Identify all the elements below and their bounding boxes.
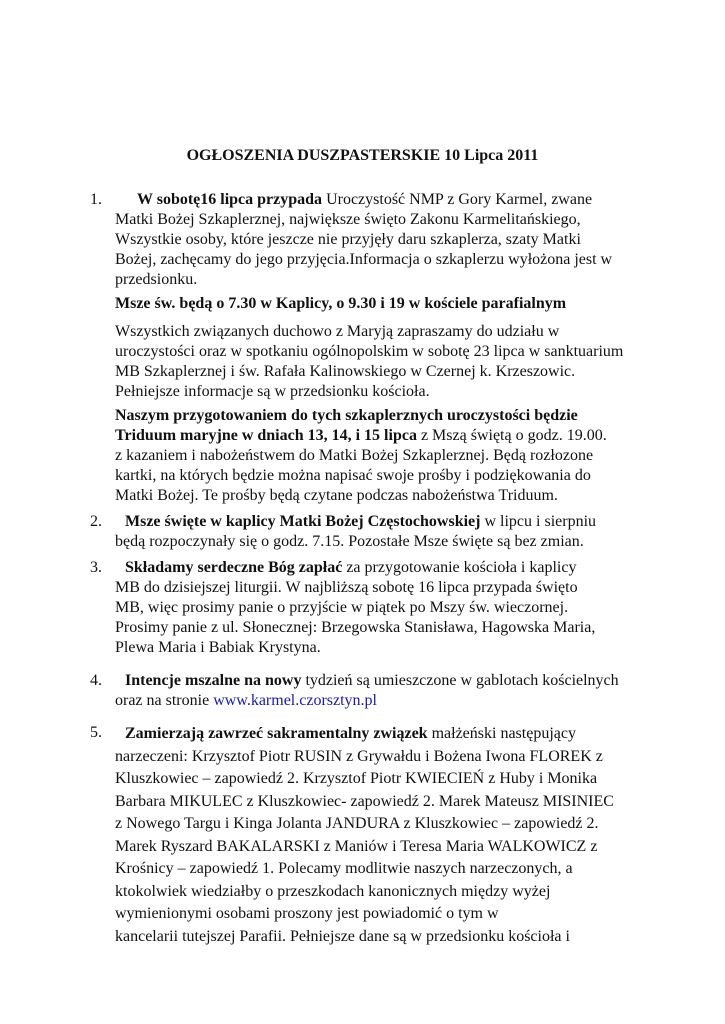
item-lead-bold: Zamierzają zawrzeć sakramentalny związek [125, 725, 428, 742]
paragraph-line: Naszym przygotowaniem do tych szkaplerznych uroczystości będzie [115, 407, 578, 424]
paragraph-line: uroczystości oraz w spotkaniu ogólnopolskim w sobotę 23 lipca w sanktuarium [115, 343, 624, 360]
document-title: OGŁOSZENIA DUSZPASTERSKIE 10 Lipca 2011 [186, 147, 539, 164]
item-lead-line [115, 671, 670, 691]
paragraph-line: Wszystkich związanych duchowo z Maryją zapraszamy do udziału w [115, 323, 560, 340]
item-line: Krośnicy – zapowiedź 1. Polecamy modlitwie naszych narzeczonych, a [115, 860, 573, 877]
item-lead-bold: Składamy serdeczne Bóg zapłać [125, 559, 343, 576]
item-line: będą rozpoczynały się o godz. 7.15. Pozostałe Msze święte są bez zmian. [115, 533, 584, 550]
triduum-rest: z Mszą świętą o godz. 19.00. [416, 427, 607, 444]
item-line: ktokolwiek wiedziałby o przeszkodach kanonicznych między wyżej [115, 882, 551, 900]
item-line: MB do dzisiejszej liturgii. W najbliższą sobotę 16 lipca przypada święto [115, 579, 578, 596]
item-line: Prosimy panie z ul. Słonecznej: Brzegowska Stanisława, Hagowska Maria, [115, 619, 596, 636]
item-lead-bold: Intencje mszalne na nowy [125, 672, 302, 689]
item-number: 1. [90, 191, 102, 208]
item-number: 5. [90, 724, 102, 741]
item-line [115, 691, 670, 711]
item-line-text: oraz na stronie [115, 692, 214, 709]
mass-times-paragraph [115, 294, 670, 314]
item-lead-bold: W sobotę16 lipca przypada [137, 191, 323, 208]
item-line: Kluszkowiec – zapowiedź 2. Krzysztof Piotr KWIECIEŃ z Huby i Monika [115, 770, 598, 787]
item-lead-line [115, 190, 670, 210]
item-lead-rest: w lipcu i sierpniu [480, 513, 597, 530]
item-line: Matki Bożej Szkaplerznej, największe święto Zakonu Karmelitańskiego, [115, 211, 581, 228]
item-lead-rest: tydzień są umieszczone w gablotach kościelnych [301, 672, 619, 689]
item-lead-line [115, 558, 670, 578]
item-lead-rest: za przygotowanie kościoła i kaplicy [342, 559, 577, 576]
paragraph-line: Matki Bożej. Te prośby będą czytane podczas nabożeństwa Triduum. [115, 487, 558, 504]
item-line: Marek Ryszard BAKALARSKI z Maniów i Teresa Maria WALKOWICZ z [115, 837, 598, 855]
item-line: Barbara MIKULEC z Kluszkowiec- zapowiedź 2. Marek Mateusz MISINIEC [115, 792, 614, 810]
invitation-paragraph [115, 322, 670, 402]
item-line: narzeczeni: Krzysztof Piotr RUSIN z Grywałdu i Bożena Iwona FLOREK z [115, 747, 603, 765]
triduum-paragraph [115, 406, 670, 506]
mass-times-text: Msze św. będą o 7.30 w Kaplicy, o 9.30 i 19 w kościele parafialnym [115, 295, 567, 312]
item-number: 3. [90, 559, 102, 576]
item-lead-line [115, 723, 670, 746]
paragraph-line: kartki, na których będzie można napisać swoje prośby i podziękowania do [115, 467, 591, 484]
item-line: przedsionku. [115, 271, 198, 288]
item-line: kancelarii tutejszej Parafii. Pełniejsze dane są w przedsionku kościoła i [115, 927, 570, 945]
item-line: Bożej, zachęcamy do jego przyjęcia.Informacja o szkaplerzu wyłożona jest w [115, 251, 613, 268]
parish-website-link[interactable]: www.karmel.czorsztyn.pl [213, 692, 377, 709]
item-line: Wszystkie osoby, które jeszcze nie przyjęły daru szkaplerza, szaty Matki [115, 231, 581, 248]
paragraph-line [115, 426, 670, 446]
paragraph-line: MB Szkaplerznej i św. Rafała Kalinowskiego w Czernej k. Krzeszowic. [115, 363, 576, 380]
triduum-bold: Triduum maryjne w dniach 13, 14, i 15 lipca [115, 427, 417, 444]
paragraph-line: z kazaniem i nabożeństwem do Matki Bożej Szkaplerznej. Będą rozłozone [115, 447, 594, 464]
item-number: 2. [90, 513, 102, 530]
item-lead-line [115, 512, 670, 532]
item-line: wymienionymi osobami proszony jest powiadomić o tym w [115, 905, 499, 922]
item-lead-rest: małżeński następujący [427, 725, 576, 742]
item-line: MB, więc prosimy panie o przyjście w piątek po Mszy św. wieczornej. [115, 599, 569, 616]
item-lead-rest: Uroczystość NMP z Gory Karmel, zwane [322, 191, 593, 208]
item-lead-bold: Msze święte w kaplicy Matki Bożej Częstochowskiej [125, 513, 481, 530]
paragraph-line: Pełniejsze informacje są w przedsionku kościoła. [115, 383, 430, 400]
item-line: Plewa Maria i Babiak Krystyna. [115, 639, 321, 656]
item-line: z Nowego Targu i Kinga Jolanta JANDURA z Kluszkowiec – zapowiedź 2. [115, 815, 599, 832]
item-number: 4. [90, 672, 102, 689]
